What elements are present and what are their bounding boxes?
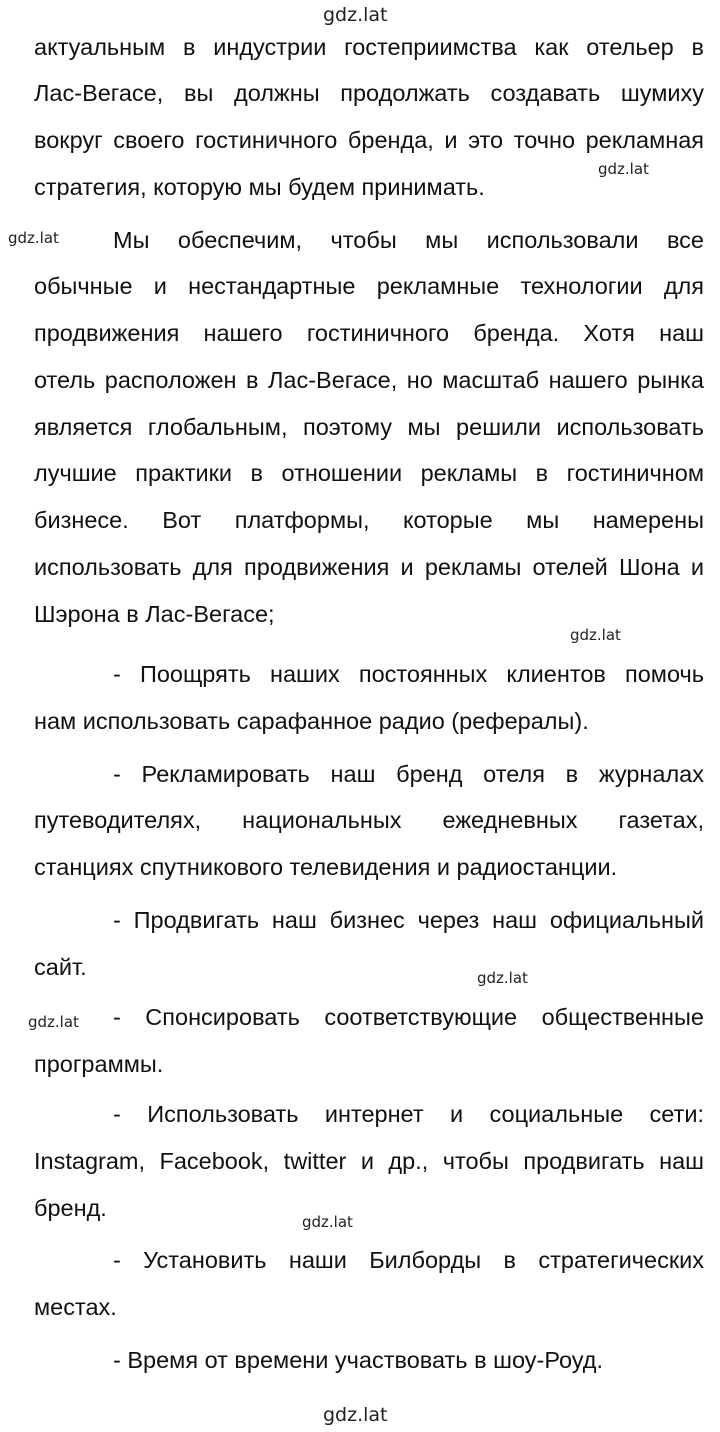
text-line: - Спонсировать соответствующие общественные (113, 1004, 704, 1030)
text-line: Мы обеспечим, чтобы мы использовали все (113, 227, 704, 253)
text-line: бизнесе. Вот платформы, которые мы намерены (34, 507, 704, 533)
text-line: - Использовать интернет и социальные сети: (113, 1101, 704, 1127)
watermark: gdz.lat (570, 626, 621, 644)
text-line: лучшие практики в отношении рекламы в гостиничном (34, 460, 704, 486)
text-line: - Поощрять наших постоянных клиентов помочь (113, 661, 704, 687)
watermark-top: gdz.lat (323, 4, 388, 26)
text-line: отель расположен в Лас-Вегасе, но масштаб нашего рынка (34, 367, 704, 393)
text-line: Лас-Вегасе, вы должны продолжать создавать шумиху (34, 80, 704, 106)
text-line: - Время от времени участвовать в шоу-Роуд. (113, 1347, 603, 1373)
text-line: стратегия, которую мы будем принимать. (34, 174, 485, 200)
text-line: станциях спутникового телевидения и радиостанции. (34, 854, 618, 880)
text-line: - Рекламировать наш бренд отеля в журналах (113, 761, 704, 787)
text-line: - Продвигать наш бизнес через наш официальный (113, 907, 704, 933)
watermark: gdz.lat (8, 229, 59, 247)
text-line: нам использовать сарафанное радио (рефералы). (34, 708, 589, 734)
text-line: путеводителях, национальных ежедневных газетах, (34, 807, 704, 833)
watermark: gdz.lat (598, 160, 649, 178)
text-line: Шэрона в Лас-Вегасе; (34, 601, 275, 627)
text-line: - Установить наши Билборды в стратегических (113, 1247, 704, 1273)
text-line: сайт. (34, 954, 87, 980)
text-line: вокруг своего гостиничного бренда, и это точно рекламная (34, 127, 704, 153)
text-line: продвижения нашего гостиничного бренда. Хотя наш (34, 320, 704, 346)
text-line: использовать для продвижения и рекламы отелей Шона и (34, 554, 704, 580)
watermark-bottom: gdz.lat (323, 1404, 388, 1426)
watermark: gdz.lat (477, 969, 528, 987)
text-line: актуальным в индустрии гостеприимства как отельер в (34, 34, 704, 60)
watermark: gdz.lat (28, 1013, 79, 1031)
text-line: является глобальным, поэтому мы решили использовать (34, 414, 704, 440)
text-line: местах. (34, 1294, 117, 1320)
text-line: Instagram, Facebook, twitter и др., чтобы продвигать наш (34, 1148, 704, 1174)
text-line: обычные и нестандартные рекламные технологии для (34, 273, 704, 299)
text-line: бренд. (34, 1195, 107, 1221)
text-line: программы. (34, 1051, 164, 1077)
watermark: gdz.lat (302, 1213, 353, 1231)
